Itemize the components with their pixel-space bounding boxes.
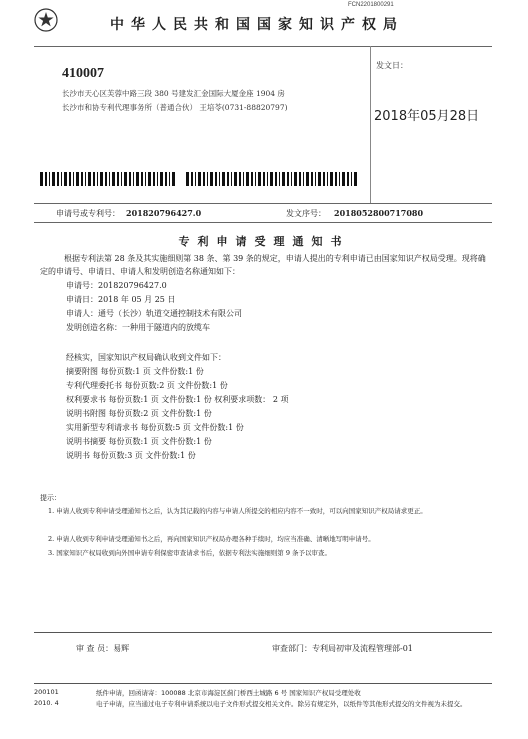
document-code: FCN2201800291: [348, 2, 394, 8]
detail-invention-name: 发明创造名称：一种用于隧道内的放缆车: [66, 323, 210, 332]
note-item: 3. 国家知识产权局收到向外国申请专利保密审查请求书后，依据专利法实施细则第 9 条予以审查。: [48, 549, 332, 557]
barcode-right: [186, 172, 358, 186]
electronic-filing-note: 电子申请，应当通过电子专利申请系统以电子文件形式提交相关文件。除另有规定外，以纸件等其他形式提交的文件视为未提交。: [96, 700, 467, 708]
recipient-agency: 长沙市和协专利代理事务所（普通合伙） 王培苓(0731-88820797): [62, 103, 288, 112]
divider: [34, 683, 492, 684]
form-code: 200101: [34, 688, 59, 696]
document-title: 专利申请受理通知书: [178, 235, 350, 248]
barcode-left: [40, 172, 178, 186]
file-item: 摘要附图 每份页数:1 页 文件份数:1 份: [66, 367, 204, 376]
file-item: 说明书 每份页数:3 页 文件份数:1 份: [66, 451, 196, 460]
file-item: 实用新型专利请求书 每份页数:5 页 文件份数:1 份: [66, 423, 244, 432]
file-item: 权利要求书 每份页数:1 页 文件份数:1 份 权利要求项数： 2 项: [66, 395, 289, 404]
divider: [34, 632, 492, 633]
application-number-label: 申请号或专利号：: [56, 209, 120, 218]
serial-number: 2018052800717080: [334, 208, 424, 218]
send-date: 2018年05月28日: [374, 109, 480, 124]
detail-applicant: 申请人：通号（长沙）轨道交通控制技术有限公司: [66, 309, 242, 318]
recipient-address: 长沙市天心区芙蓉中路三段 380 号建发汇金国际大厦金座 1904 房: [62, 89, 285, 98]
divider: [34, 203, 492, 204]
divider: [370, 46, 371, 203]
send-date-label: 发文日：: [376, 61, 408, 70]
note-item: 2. 申请人收到专利申请受理通知书之后，再向国家知识产权局办理各种手续时，均应当准确、清晰地写明申请号。: [48, 535, 375, 543]
paper-filing-note: 纸件申请，回函请寄：100088 北京市海淀区蓟门桥西土城路 6 号 国家知识产权局受理处收: [96, 689, 361, 697]
examination-department: 审查部门：专利局初审及流程管理部-01: [272, 644, 413, 653]
detail-application-date: 申请日：2018 年 05 月 25 日: [66, 295, 176, 304]
divider: [34, 46, 492, 47]
divider: [34, 222, 492, 223]
examiner: 审 查 员：易辉: [76, 644, 130, 653]
office-title: 中华人民共和国国家知识产权局: [110, 17, 404, 33]
note-item: 1. 申请人收到专利申请受理通知书之后，认为其记载的内容与申请人所提交的相应内容不一致时，可以向国家知识产权局请求更正。: [48, 507, 427, 515]
national-emblem-icon: [34, 8, 58, 32]
intro-paragraph: 根据专利法第 28 条及其实施细则第 38 条、第 39 条的规定，申请人提出的专利申请已由国家知识产权局受理。现将确定的申请号、申请日、申请人和发明创造名称通知如下：: [40, 254, 486, 276]
files-intro: 经核实，国家知识产权局确认收到文件如下：: [66, 353, 226, 362]
file-item: 说明书附图 每份页数:2 页 文件份数:1 份: [66, 409, 212, 418]
file-item: 专利代理委托书 每份页数:2 页 文件份数:1 份: [66, 381, 228, 390]
notes-label: 提示：: [40, 494, 61, 502]
application-number: 201820796427.0: [126, 208, 202, 218]
serial-number-label: 发文序号：: [286, 209, 326, 218]
detail-application-number: 申请号：201820796427.0: [66, 281, 167, 290]
form-version: 2010. 4: [34, 699, 59, 707]
file-item: 说明书摘要 每份页数:1 页 文件份数:1 份: [66, 437, 212, 446]
postcode: 410007: [62, 66, 104, 81]
